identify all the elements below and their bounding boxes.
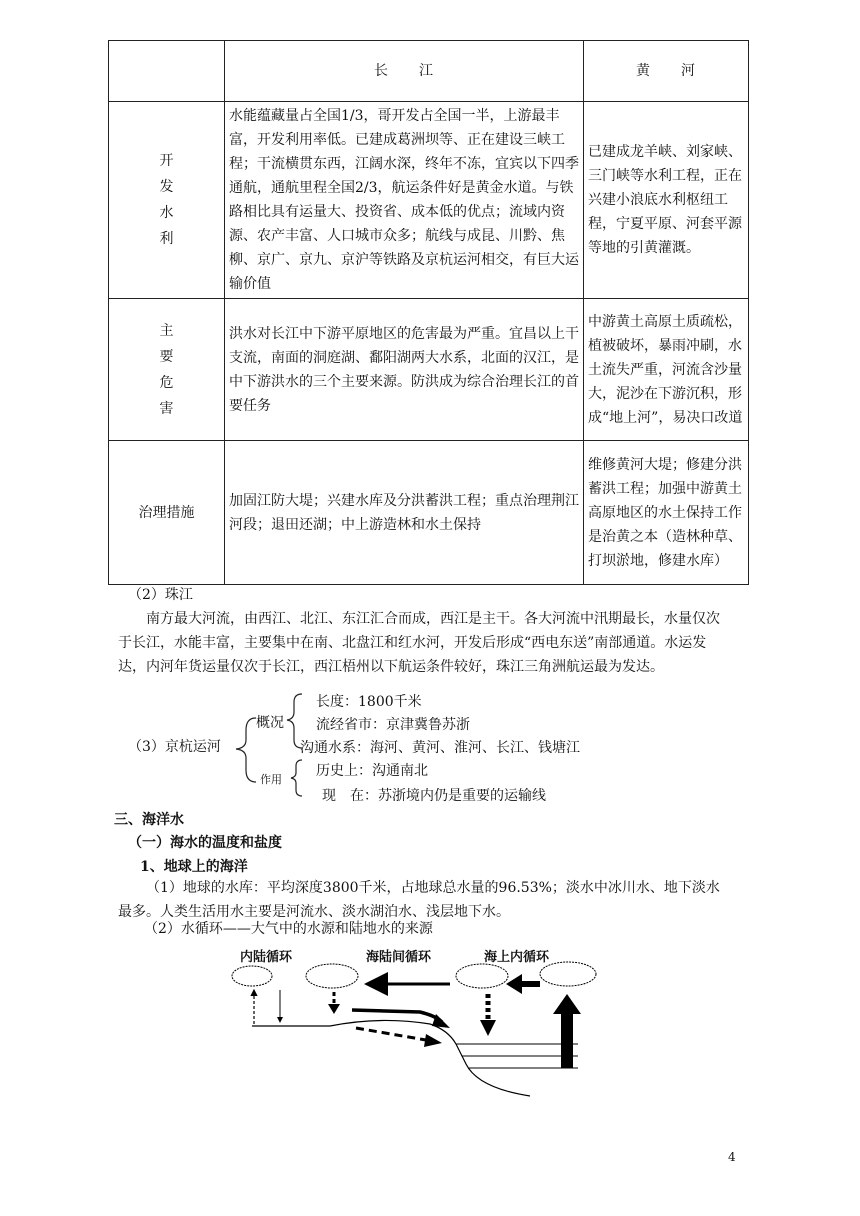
page-number: 4 xyxy=(728,1150,736,1164)
row-label-char: 害 xyxy=(159,400,174,417)
canal-function-brace xyxy=(288,758,304,798)
section-heading-ocean: 三、海洋水 xyxy=(114,812,184,828)
land-precipitation-arrow xyxy=(328,992,340,1014)
cell-huanghe-measures: 维修黄河大堤；修建分洪蓄洪工程；加强中游黄土高原地区的水土保持工作是治黄之本（造林种草、打坝淤地，修建水库） xyxy=(584,441,749,585)
row-label-char: 危 xyxy=(159,374,174,391)
surface-runoff-arrow xyxy=(352,1010,450,1028)
table-row xyxy=(109,299,749,441)
ocean-surface xyxy=(456,1044,578,1068)
water-cycle-diagram xyxy=(230,960,610,1110)
row-label-char: 发 xyxy=(159,179,174,195)
row-label-measures: 治理措施 xyxy=(109,441,225,585)
header-cell-changjiang: 长 江 xyxy=(225,41,584,102)
label-inland-cycle: 内陆循环 xyxy=(240,949,293,964)
row-label-char: 利 xyxy=(159,231,174,247)
zhujiang-heading: （2）珠江 xyxy=(128,587,193,603)
row-label-char: 要 xyxy=(159,348,174,365)
canal-overview-rivers: 沟通水系：海河、黄河、淮河、长江、钱塘江 xyxy=(300,740,580,756)
water-cycle-caption: （2）水循环——大气中的水源和陆地水的来源 xyxy=(144,921,433,937)
canal-function-history: 历史上：沟通南北 xyxy=(316,763,428,779)
cloud-icon xyxy=(232,966,272,986)
cell-changjiang-hazards: 洪水对长江中下游平原地区的危害最为严重。宜昌以上干支流，南面的洞庭湖、鄱阳湖两大水系，北面的汉江，是中下游洪水的三个主要来源。防洪成为综合治理长江的首要任务 xyxy=(225,299,584,441)
canal-overview-provinces: 流经省市：京津冀鲁苏浙 xyxy=(316,717,470,733)
header-cell-huanghe: 黄 河 xyxy=(584,41,749,102)
canal-overview-length: 长度：1800千米 xyxy=(316,694,422,710)
river-comparison-table xyxy=(108,40,749,585)
header-cell-empty xyxy=(109,41,225,102)
row-label-char: 开 xyxy=(159,153,174,169)
canal-function-label: 作用 xyxy=(260,773,282,786)
row-label-development xyxy=(109,102,225,299)
table-row xyxy=(109,441,749,585)
ocean-precipitation-arrow xyxy=(480,994,496,1036)
cell-changjiang-measures: 加固江防大堤；兴建水库及分洪蓄洪工程；重点治理荆江河段；退田还湖；中上游造林和水土保持 xyxy=(225,441,584,585)
label-sea-land-cycle: 海陆间循环 xyxy=(366,949,432,964)
cell-changjiang-development: 水能蕴藏量占全国1/3，哥开发占全国一半，上游最丰富，开发利用率低。已建成葛洲坝等、正在建设三峡工程；干流横贯东西，江阔水深，终年不冻，宜宾以下四季通航，通航里程全国2/3，航运条件好是黄金水道。与铁路相比具有运量大、投资省、成本低的优点；流域内资源、农产丰富、人口城市众多；航线与成昆、川黔、焦柳、京广、京九、京沪等铁路及京杭运河相交，有巨大运输价值 xyxy=(225,102,584,299)
cell-huanghe-hazards: 中游黄土高原土质疏松，植被破坏，暴雨冲刷，水土流失严重，河流含沙量大，泥沙在下游沉积，形成“地上河”，易决口改道 xyxy=(584,299,749,441)
subsection-heading: （一）海水的温度和盐度 xyxy=(128,835,282,851)
row-label-char: 水 xyxy=(159,205,174,221)
label-ocean-cycle: 海上内循环 xyxy=(484,949,550,964)
cell-huanghe-development: 已建成龙羊峡、刘家峡、三门峡等水利工程，正在兴建小浪底水利枢纽工程，宁夏平原、河套平源等地的引黄灌溉。 xyxy=(584,102,749,299)
ocean-vapor-arrow xyxy=(506,974,540,994)
canal-function-present: 现 在：苏浙境内仍是重要的运输线 xyxy=(322,788,546,804)
cloud-icon xyxy=(306,964,358,988)
table-header-row xyxy=(109,41,749,102)
canal-overview-label: 概况 xyxy=(256,715,284,731)
subsubsection-heading: 1、地球上的海洋 xyxy=(140,859,248,875)
row-label-hazards xyxy=(109,299,225,441)
canal-heading: （3）京杭运河 xyxy=(128,739,221,755)
canal-main-brace xyxy=(228,716,258,786)
groundwater-runoff-arrow xyxy=(356,1028,442,1047)
cloud-icon xyxy=(456,964,508,988)
cloud-icon xyxy=(540,962,596,986)
reservoir-paragraph: （1）地球的水库：平均深度3800千米，占地球总水量的96.53%；淡水中冰川水、地下淡水最多。人类生活用水主要是河流水、淡水湖泊水、浅层地下水。 xyxy=(118,880,720,920)
row-label-char: 主 xyxy=(159,322,174,339)
table-row xyxy=(109,102,749,299)
ocean-evaporation-arrow xyxy=(553,994,581,1068)
zhujiang-paragraph: 南方最大河流，由西江、北江、东江汇合而成，西江是主干。各大河流中汛期最长，水量仅次于长江，水能丰富，主要集中在南、北盘江和红水河，开发后形成“西电东送”南部通道。水运发达，内河年货运量仅次于长江，西江梧州以下航运条件较好，珠江三角洲航运最为发达。 xyxy=(118,611,720,675)
